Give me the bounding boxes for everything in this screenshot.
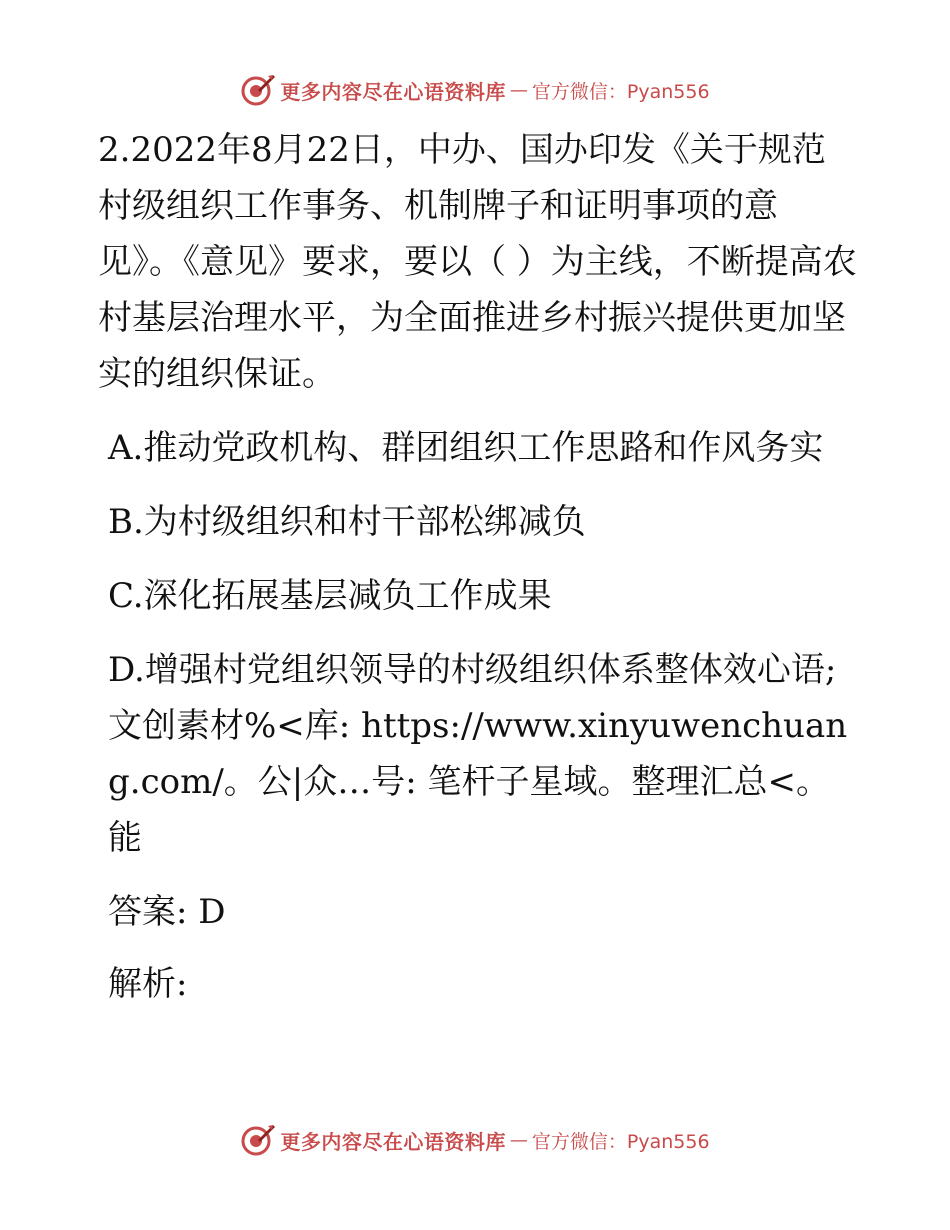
option-a: A.推动党政机构、群团组织工作思路和作风务实 [108,428,824,468]
option-c: C.深化拓展基层减负工作成果 [108,576,552,616]
option-b: B.为村级组织和村干部松绑减负 [108,502,586,542]
footer-dash: — [509,1129,528,1151]
quill-circle-logo-icon [240,1122,276,1158]
question-content [98,122,858,1012]
analysis-label: 解析: [108,964,188,1004]
header-promo-text: 更多内容尽在心语资料库 [280,79,506,104]
header-wechat-text: 官方微信：Pyan556 [531,80,710,103]
question-text: 2.2022年8月22日，中办、国办印发《关于规范村级组织工作事务、机制牌子和证明事项的意见》。《意见》要求，要以（ ）为主线，不断提高农村基层治理水平，为全面推进乡村振兴提供更加坚实的组织保证。 [98,130,857,394]
header-watermark [0,70,950,110]
header-dash: — [509,79,528,101]
footer-promo-text: 更多内容尽在心语资料库 [280,1129,506,1154]
answer-line: 答案: D [108,892,226,932]
option-d: D.增强村党组织领导的村级组织体系整体效心语;文创素材%<库: https://www.xinyuwenchuang.com/。公|众…号: 笔杆子星域。整理汇总<。能 [108,650,848,858]
quill-circle-logo-icon [240,72,276,108]
footer-watermark [0,1120,950,1160]
footer-wechat-text: 官方微信：Pyan556 [531,1130,710,1153]
